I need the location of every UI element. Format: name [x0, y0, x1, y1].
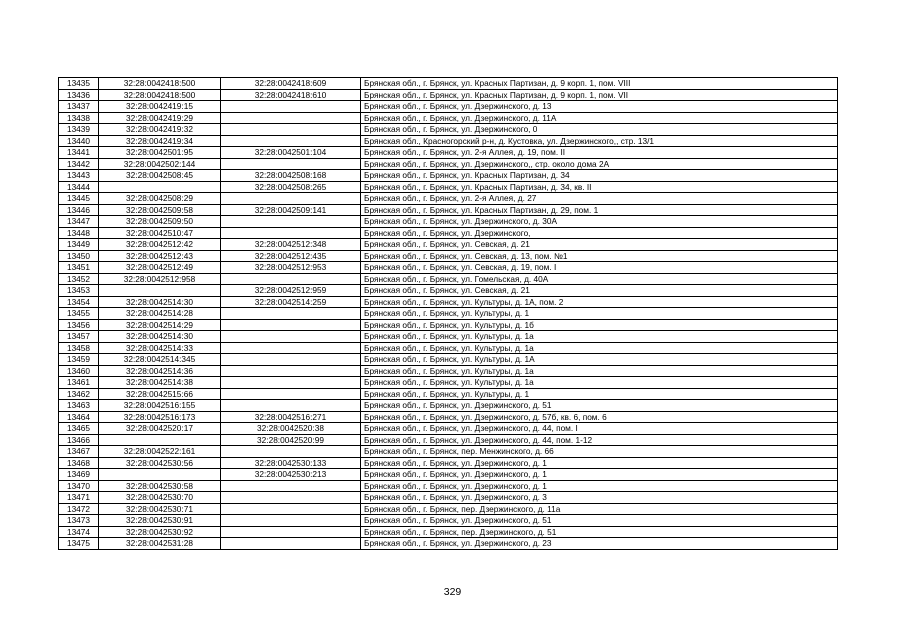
cadastral-number-cell: 32:28:0042530:58 — [99, 480, 221, 492]
cadastral-number-cell: 32:28:0042508:45 — [99, 170, 221, 182]
cadastral-number-cell: 32:28:0042512:43 — [99, 250, 221, 262]
address-cell: Брянская обл., г. Брянск, ул. Культуры, д. 1а — [361, 342, 838, 354]
row-number-cell: 13466 — [59, 434, 99, 446]
related-cadastral-number-cell: 32:28:0042512:959 — [221, 285, 361, 297]
cadastral-number-cell: 32:28:0042501:95 — [99, 147, 221, 159]
related-cadastral-number-cell: 32:28:0042512:348 — [221, 239, 361, 251]
table-row — [59, 170, 838, 182]
cadastral-number-cell: 32:28:0042514:36 — [99, 365, 221, 377]
row-number-cell: 13474 — [59, 526, 99, 538]
related-cadastral-number-cell: 32:28:0042512:435 — [221, 250, 361, 262]
cadastral-number-cell: 32:28:0042516:173 — [99, 411, 221, 423]
table-row — [59, 89, 838, 101]
address-cell: Брянская обл., г. Брянск, ул. Дзержинского, 0 — [361, 124, 838, 136]
row-number-cell: 13455 — [59, 308, 99, 320]
address-cell: Брянская обл., г. Брянск, ул. Дзержинского, д. 44, пом. I — [361, 423, 838, 435]
registry-table-container — [58, 77, 838, 550]
address-cell: Брянская обл., г. Брянск, ул. Культуры, д. 1а — [361, 377, 838, 389]
cadastral-number-cell: 32:28:0042512:958 — [99, 273, 221, 285]
related-cadastral-number-cell: 32:28:0042418:610 — [221, 89, 361, 101]
cadastral-number-cell: 32:28:0042419:32 — [99, 124, 221, 136]
address-cell: Брянская обл., г. Брянск, ул. Культуры, д. 1А, пом. 2 — [361, 296, 838, 308]
row-number-cell: 13437 — [59, 101, 99, 113]
row-number-cell: 13459 — [59, 354, 99, 366]
page-number: 329 — [443, 586, 462, 598]
cadastral-number-cell: 32:28:0042514:345 — [99, 354, 221, 366]
cadastral-number-cell: 32:28:0042516:155 — [99, 400, 221, 412]
table-row — [59, 331, 838, 343]
cadastral-number-cell: 32:28:0042530:91 — [99, 515, 221, 527]
table-row — [59, 204, 838, 216]
related-cadastral-number-cell: 32:28:0042530:133 — [221, 457, 361, 469]
cadastral-number-cell: 32:28:0042514:38 — [99, 377, 221, 389]
table-row — [59, 342, 838, 354]
address-cell: Брянская обл., г. Брянск, ул. Красных Партизан, д. 9 корп. 1, пом. VIII — [361, 78, 838, 90]
address-cell: Брянская обл., г. Брянск, ул. Культуры, д. 1А — [361, 354, 838, 366]
address-cell: Брянская обл., г. Брянск, ул. Гомельская, д. 40А — [361, 273, 838, 285]
related-cadastral-number-cell — [221, 124, 361, 136]
related-cadastral-number-cell — [221, 193, 361, 205]
table-row — [59, 480, 838, 492]
cadastral-number-cell: 32:28:0042522:161 — [99, 446, 221, 458]
cadastral-number-cell: 32:28:0042514:28 — [99, 308, 221, 320]
table-row — [59, 101, 838, 113]
related-cadastral-number-cell — [221, 480, 361, 492]
cadastral-number-cell: 32:28:0042514:29 — [99, 319, 221, 331]
cadastral-number-cell: 32:28:0042508:29 — [99, 193, 221, 205]
table-row — [59, 250, 838, 262]
related-cadastral-number-cell — [221, 400, 361, 412]
table-row — [59, 503, 838, 515]
table-row — [59, 181, 838, 193]
table-row — [59, 193, 838, 205]
related-cadastral-number-cell — [221, 227, 361, 239]
related-cadastral-number-cell: 32:28:0042501:104 — [221, 147, 361, 159]
table-row — [59, 285, 838, 297]
table-row — [59, 365, 838, 377]
address-cell: Брянская обл., г. Брянск, пер. Менжинского, д. 66 — [361, 446, 838, 458]
related-cadastral-number-cell — [221, 135, 361, 147]
related-cadastral-number-cell — [221, 365, 361, 377]
table-row — [59, 262, 838, 274]
table-row — [59, 354, 838, 366]
table-row — [59, 319, 838, 331]
table-row — [59, 308, 838, 320]
row-number-cell: 13471 — [59, 492, 99, 504]
related-cadastral-number-cell: 32:28:0042508:265 — [221, 181, 361, 193]
cadastral-number-cell: 32:28:0042530:92 — [99, 526, 221, 538]
related-cadastral-number-cell — [221, 446, 361, 458]
related-cadastral-number-cell — [221, 342, 361, 354]
address-cell: Брянская обл., г. Брянск, ул. Севская, д. 21 — [361, 239, 838, 251]
row-number-cell: 13444 — [59, 181, 99, 193]
table-row — [59, 400, 838, 412]
cadastral-number-cell: 32:28:0042515:66 — [99, 388, 221, 400]
related-cadastral-number-cell: 32:28:0042530:213 — [221, 469, 361, 481]
address-cell: Брянская обл., г. Брянск, пер. Дзержинского, д. 51 — [361, 526, 838, 538]
address-cell: Брянская обл., г. Брянск, ул. 2-я Аллея, д. 19, пом. II — [361, 147, 838, 159]
table-row — [59, 158, 838, 170]
table-row — [59, 388, 838, 400]
address-cell: Брянская обл., г. Брянск, ул. Красных Партизан, д. 34 — [361, 170, 838, 182]
address-cell: Брянская обл., г. Брянск, ул. Севская, д. 21 — [361, 285, 838, 297]
row-number-cell: 13464 — [59, 411, 99, 423]
row-number-cell: 13451 — [59, 262, 99, 274]
related-cadastral-number-cell — [221, 388, 361, 400]
address-cell: Брянская обл., г. Брянск, ул. Дзержинского, д. 13 — [361, 101, 838, 113]
table-row — [59, 423, 838, 435]
row-number-cell: 13441 — [59, 147, 99, 159]
cadastral-number-cell: 32:28:0042418:500 — [99, 89, 221, 101]
row-number-cell: 13467 — [59, 446, 99, 458]
related-cadastral-number-cell: 32:28:0042520:38 — [221, 423, 361, 435]
address-cell: Брянская обл., г. Брянск, ул. Дзержинского, д. 44, пом. 1-12 — [361, 434, 838, 446]
row-number-cell: 13453 — [59, 285, 99, 297]
cadastral-number-cell: 32:28:0042520:17 — [99, 423, 221, 435]
cadastral-number-cell: 32:28:0042512:49 — [99, 262, 221, 274]
table-row — [59, 135, 838, 147]
related-cadastral-number-cell — [221, 112, 361, 124]
row-number-cell: 13469 — [59, 469, 99, 481]
table-row — [59, 434, 838, 446]
row-number-cell: 13465 — [59, 423, 99, 435]
row-number-cell: 13472 — [59, 503, 99, 515]
related-cadastral-number-cell — [221, 515, 361, 527]
row-number-cell: 13445 — [59, 193, 99, 205]
cadastral-number-cell: 32:28:0042514:33 — [99, 342, 221, 354]
address-cell: Брянская обл., г. Брянск, ул. Дзержинского, д. 1 — [361, 457, 838, 469]
cadastral-number-cell: 32:28:0042509:50 — [99, 216, 221, 228]
address-cell: Брянская обл., г. Брянск, ул. Культуры, д. 1а — [361, 365, 838, 377]
row-number-cell: 13461 — [59, 377, 99, 389]
address-cell: Брянская обл., г. Брянск, ул. Дзержинского, д. 51 — [361, 400, 838, 412]
table-row — [59, 446, 838, 458]
related-cadastral-number-cell: 32:28:0042509:141 — [221, 204, 361, 216]
address-cell: Брянская обл., г. Брянск, ул. Дзержинского, д. 51 — [361, 515, 838, 527]
row-number-cell: 13439 — [59, 124, 99, 136]
row-number-cell: 13448 — [59, 227, 99, 239]
related-cadastral-number-cell — [221, 331, 361, 343]
row-number-cell: 13440 — [59, 135, 99, 147]
address-cell: Брянская обл., г. Брянск, ул. Дзержинского, д. 1 — [361, 469, 838, 481]
related-cadastral-number-cell: 32:28:0042516:271 — [221, 411, 361, 423]
address-cell: Брянская обл., г. Брянск, ул. Красных Партизан, д. 29, пом. 1 — [361, 204, 838, 216]
related-cadastral-number-cell — [221, 538, 361, 550]
row-number-cell: 13473 — [59, 515, 99, 527]
row-number-cell: 13456 — [59, 319, 99, 331]
address-cell: Брянская обл., г. Брянск, ул. Дзержинского, д. 57б, кв. 6, пом. 6 — [361, 411, 838, 423]
row-number-cell: 13449 — [59, 239, 99, 251]
related-cadastral-number-cell — [221, 319, 361, 331]
cadastral-number-cell: 32:28:0042418:500 — [99, 78, 221, 90]
related-cadastral-number-cell — [221, 273, 361, 285]
address-cell: Брянская обл., г. Брянск, ул. Красных Партизан, д. 34, кв. II — [361, 181, 838, 193]
address-cell: Брянская обл., г. Брянск, пер. Дзержинского, д. 11а — [361, 503, 838, 515]
related-cadastral-number-cell: 32:28:0042418:609 — [221, 78, 361, 90]
cadastral-number-cell: 32:28:0042419:29 — [99, 112, 221, 124]
row-number-cell: 13470 — [59, 480, 99, 492]
cadastral-number-cell — [99, 181, 221, 193]
table-row — [59, 469, 838, 481]
registry-table — [58, 77, 838, 550]
row-number-cell: 13468 — [59, 457, 99, 469]
table-row — [59, 216, 838, 228]
address-cell: Брянская обл., г. Брянск, ул. Культуры, д. 1 — [361, 388, 838, 400]
row-number-cell: 13462 — [59, 388, 99, 400]
cadastral-number-cell: 32:28:0042510:47 — [99, 227, 221, 239]
address-cell: Брянская обл., Красногорский р-н, д. Кустовка, ул. Дзержинского,, стр. 13/1 — [361, 135, 838, 147]
cadastral-number-cell: 32:28:0042512:42 — [99, 239, 221, 251]
address-cell: Брянская обл., г. Брянск, ул. Культуры, д. 1б — [361, 319, 838, 331]
address-cell: Брянская обл., г. Брянск, ул. 2-я Аллея, д. 27 — [361, 193, 838, 205]
cadastral-number-cell: 32:28:0042509:58 — [99, 204, 221, 216]
related-cadastral-number-cell: 32:28:0042512:953 — [221, 262, 361, 274]
table-row — [59, 492, 838, 504]
address-cell: Брянская обл., г. Брянск, ул. Дзержинского, д. 23 — [361, 538, 838, 550]
address-cell: Брянская обл., г. Брянск, ул. Дзержинского, д. 11А — [361, 112, 838, 124]
row-number-cell: 13442 — [59, 158, 99, 170]
related-cadastral-number-cell — [221, 308, 361, 320]
related-cadastral-number-cell — [221, 526, 361, 538]
row-number-cell: 13436 — [59, 89, 99, 101]
related-cadastral-number-cell — [221, 354, 361, 366]
related-cadastral-number-cell — [221, 503, 361, 515]
address-cell: Брянская обл., г. Брянск, ул. Дзержинского, д. 1 — [361, 480, 838, 492]
cadastral-number-cell: 32:28:0042531:28 — [99, 538, 221, 550]
related-cadastral-number-cell — [221, 101, 361, 113]
row-number-cell: 13457 — [59, 331, 99, 343]
address-cell: Брянская обл., г. Брянск, ул. Красных Партизан, д. 9 корп. 1, пом. VII — [361, 89, 838, 101]
cadastral-number-cell: 32:28:0042530:70 — [99, 492, 221, 504]
address-cell: Брянская обл., г. Брянск, ул. Культуры, д. 1а — [361, 331, 838, 343]
table-row — [59, 411, 838, 423]
address-cell: Брянская обл., г. Брянск, ул. Дзержинского,, стр. около дома 2А — [361, 158, 838, 170]
row-number-cell: 13435 — [59, 78, 99, 90]
table-row — [59, 538, 838, 550]
address-cell: Брянская обл., г. Брянск, ул. Дзержинского, — [361, 227, 838, 239]
table-row — [59, 239, 838, 251]
table-row — [59, 273, 838, 285]
related-cadastral-number-cell: 32:28:0042514:259 — [221, 296, 361, 308]
related-cadastral-number-cell — [221, 377, 361, 389]
row-number-cell: 13438 — [59, 112, 99, 124]
table-row — [59, 377, 838, 389]
table-row — [59, 457, 838, 469]
row-number-cell: 13450 — [59, 250, 99, 262]
row-number-cell: 13447 — [59, 216, 99, 228]
cadastral-number-cell: 32:28:0042514:30 — [99, 296, 221, 308]
row-number-cell: 13460 — [59, 365, 99, 377]
cadastral-number-cell: 32:28:0042502:144 — [99, 158, 221, 170]
related-cadastral-number-cell: 32:28:0042508:168 — [221, 170, 361, 182]
row-number-cell: 13443 — [59, 170, 99, 182]
address-cell: Брянская обл., г. Брянск, ул. Дзержинского, д. 30А — [361, 216, 838, 228]
cadastral-number-cell — [99, 469, 221, 481]
cadastral-number-cell: 32:28:0042419:15 — [99, 101, 221, 113]
registry-table-body — [59, 78, 838, 550]
table-row — [59, 124, 838, 136]
row-number-cell: 13475 — [59, 538, 99, 550]
related-cadastral-number-cell — [221, 492, 361, 504]
address-cell: Брянская обл., г. Брянск, ул. Культуры, д. 1 — [361, 308, 838, 320]
address-cell: Брянская обл., г. Брянск, ул. Севская, д. 19, пом. I — [361, 262, 838, 274]
table-row — [59, 296, 838, 308]
cadastral-number-cell: 32:28:0042530:71 — [99, 503, 221, 515]
table-row — [59, 515, 838, 527]
related-cadastral-number-cell — [221, 158, 361, 170]
row-number-cell: 13454 — [59, 296, 99, 308]
cadastral-number-cell: 32:28:0042530:56 — [99, 457, 221, 469]
cadastral-number-cell — [99, 285, 221, 297]
table-row — [59, 227, 838, 239]
table-row — [59, 112, 838, 124]
row-number-cell: 13463 — [59, 400, 99, 412]
table-row — [59, 147, 838, 159]
address-cell: Брянская обл., г. Брянск, ул. Дзержинского, д. 3 — [361, 492, 838, 504]
row-number-cell: 13452 — [59, 273, 99, 285]
address-cell: Брянская обл., г. Брянск, ул. Севская, д. 13, пом. №1 — [361, 250, 838, 262]
related-cadastral-number-cell — [221, 216, 361, 228]
cadastral-number-cell: 32:28:0042419:34 — [99, 135, 221, 147]
table-row — [59, 78, 838, 90]
row-number-cell: 13446 — [59, 204, 99, 216]
row-number-cell: 13458 — [59, 342, 99, 354]
related-cadastral-number-cell: 32:28:0042520:99 — [221, 434, 361, 446]
table-row — [59, 526, 838, 538]
cadastral-number-cell — [99, 434, 221, 446]
cadastral-number-cell: 32:28:0042514:30 — [99, 331, 221, 343]
